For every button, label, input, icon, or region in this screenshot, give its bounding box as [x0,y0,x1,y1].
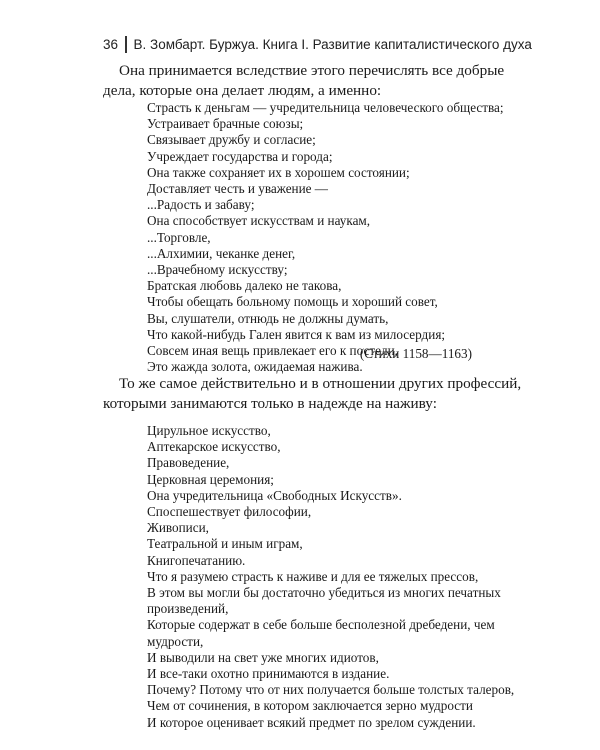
poem-line: ...Радость и забаву; [147,197,255,213]
poem-line: И которое оценивает всякий предмет по зрелом суждении. [147,714,476,730]
poem-line: Вы, слушатели, отнюдь не должны думать, [147,310,389,326]
poem-line: Братская любовь далеко не такова, [147,278,342,294]
poem-line: Учреждает государства и города; [147,148,333,164]
poem-line: Доставляет честь и уважение — [147,181,328,197]
poem-line: Она также сохраняет их в хорошем состоянии; [147,164,410,180]
poem-line: И выводили на свет уже многих идиотов, [147,649,379,665]
poem-line: Она учредительница «Свободных Искусств». [147,487,402,503]
running-header [103,36,532,53]
paragraph-intro-1 [103,61,523,100]
poem-line: ...Алхимии, чеканке денег, [147,245,296,261]
poem-line: Страсть к деньгам — учредительница человеческого общества; [147,100,504,115]
paragraph-text: То же самое действительно и в отношении других профессий, которыми занимаются только в надежде на наживу: [103,375,522,412]
poem-line: Церковная церемония; [147,471,274,487]
poem-line: Связывает дружбу и согласие; [147,132,316,148]
paragraph-intro-2 [103,374,523,413]
poem-quote-1 [147,100,507,375]
poem-quote-2 [147,423,515,731]
poem-line: И все-таки охотно принимаются в издание. [147,666,390,682]
page-number: 36 [103,37,119,52]
poem-line: Книгопечатанию. [147,552,246,568]
poem-line: Устраивает брачные союзы; [147,116,304,132]
poem-line: Аптекарское искусство, [147,439,281,455]
poem-line: Совсем иная вещь привлекает его к постели, [147,343,398,359]
poem-line: Чем от сочинения, в котором заключается зерно мудрости [147,698,473,714]
poem-line: Живописи, [147,520,209,536]
poem-line: Чтобы обещать больному помощь и хороший совет, [147,294,438,310]
poem-line: Почему? Потому что от них получается больше толстых талеров, [147,682,515,698]
poem-line: Споспешествует философии, [147,504,312,520]
poem-line: Что я разумею страсть к наживе и для ее тяжелых прессов, [147,568,479,584]
poem-line: Цирульное искусство, [147,423,271,438]
poem-line: Это жажда золота, ожидаемая нажива. [147,359,363,375]
poem-line: Которые содержат в себе больше бесполезной дребедени, чем мудрости, [147,617,495,649]
poem-citation: (Стихи 1158—1163) [359,346,472,361]
header-separator [125,36,127,53]
poem-line: Она способствует искусствам и наукам, [147,213,371,229]
poem-line: Правоведение, [147,455,230,471]
poem-line: Что какой-нибудь Гален явится к вам из милосердия; [147,326,446,342]
poem-line: В этом вы могли бы достаточно убедиться из многих печатных произведений, [147,585,501,617]
poem-line: Театральной и иным играм, [147,536,303,552]
paragraph-text: Она принимается вследствие этого перечислять все добрые дела, которые она делает людям, а именно: [103,62,505,99]
running-title: В. Зомбарт. Буржуа. Книга I. Развитие капиталистического духа [133,37,532,52]
poem-line: ...Врачебному искусству; [147,262,288,278]
poem-line: ...Торговле, [147,229,211,245]
